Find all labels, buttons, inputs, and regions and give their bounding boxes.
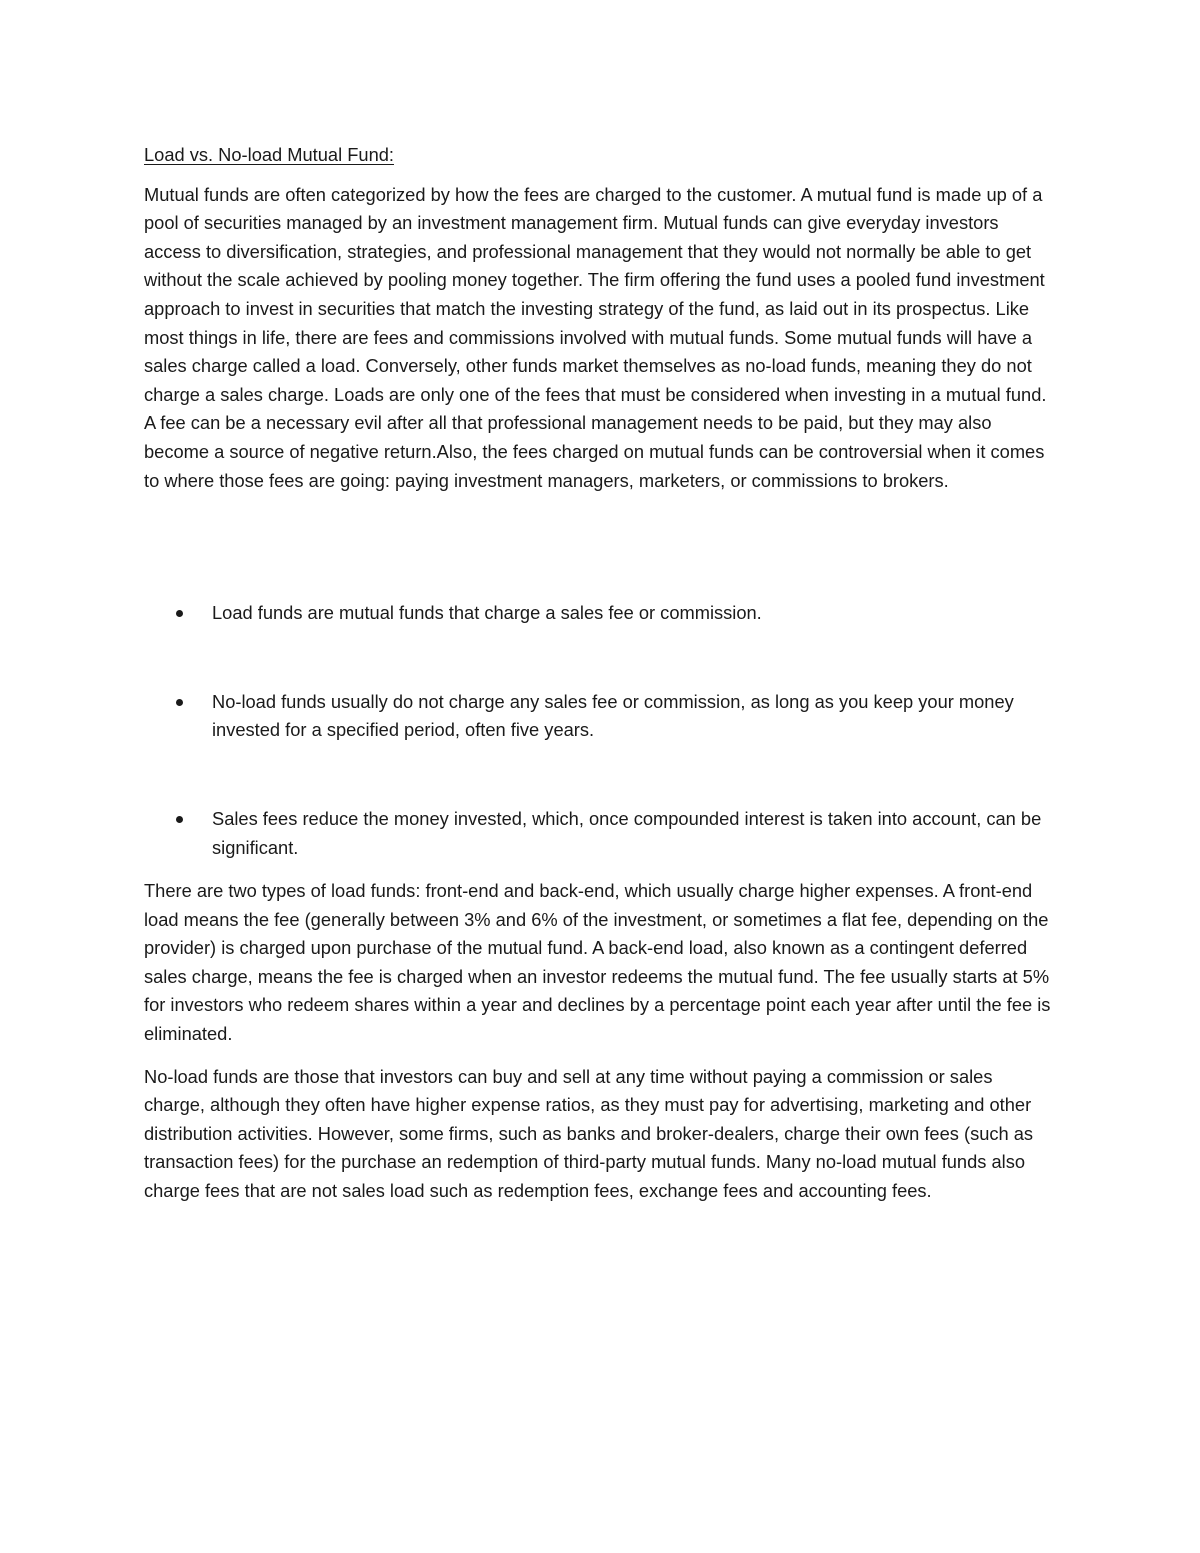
list-item [144, 599, 1058, 628]
bullet-icon [176, 610, 183, 617]
document-body [144, 141, 1058, 1206]
key-points-list [144, 599, 1058, 862]
list-item [144, 805, 1058, 862]
intro-paragraph: Mutual funds are often categorized by how the fees are charged to the customer. A mutual fund is made up of a pool of securities managed by an investment management firm. Mutual funds can give everyday investors access to diversification, strategies, and professional management that they would not normally be able to get without the scale achieved by pooling money together. The firm offering the fund uses a pooled fund investment approach to invest in securities that match the investing strategy of the fund, as laid out in its prospectus. Like most things in life, there are fees and commissions involved with mutual funds. Some mutual funds will have a sales charge called a load. Conversely, other funds market themselves as no-load funds, meaning they do not charge a sales charge. Loads are only one of the fees that must be considered when investing in a mutual fund. A fee can be a necessary evil after all that professional management needs to be paid, but they may also become a source of negative return.Also, the fees charged on mutual funds can be controversial when it comes to where those fees are going: paying investment managers, marketers, or commissions to brokers. [144, 183, 1047, 491]
bullet-icon [176, 816, 183, 823]
bullet-icon [176, 699, 183, 706]
list-item [144, 688, 1058, 745]
document-title: Load vs. No-load Mutual Fund: [144, 144, 394, 165]
bullet-text: No-load funds usually do not charge any sales fee or commission, as long as you keep your money invested for a specified period, often five years. [212, 690, 1014, 741]
load-types-paragraph: There are two types of load funds: front-end and back-end, which usually charge higher expenses. A front-end load means the fee (generally between 3% and 6% of the investment, or sometimes a flat fee, depending on the provider) is charged upon purchase of the mutual fund. A back-end load, also known as a contingent deferred sales charge, means the fee is charged when an investor redeems the mutual fund. The fee usually starts at 5% for investors who redeem shares within a year and declines by a percentage point each year after until the fee is eliminated. [144, 880, 1051, 1045]
bullet-text: Load funds are mutual funds that charge a sales fee or commission. [212, 602, 762, 624]
bullet-text: Sales fees reduce the money invested, which, once compounded interest is taken into account, can be significant. [212, 807, 1042, 858]
no-load-paragraph: No-load funds are those that investors can buy and sell at any time without paying a commission or sales charge, although they often have higher expense ratios, as they must pay for advertising, marketing and other distribution activities. However, some firms, such as banks and broker-dealers, charge their own fees (such as transaction fees) for the purchase an redemption of third-party mutual funds. Many no-load mutual funds also charge fees that are not sales load such as redemption fees, exchange fees and accounting fees. [144, 1065, 1034, 1202]
